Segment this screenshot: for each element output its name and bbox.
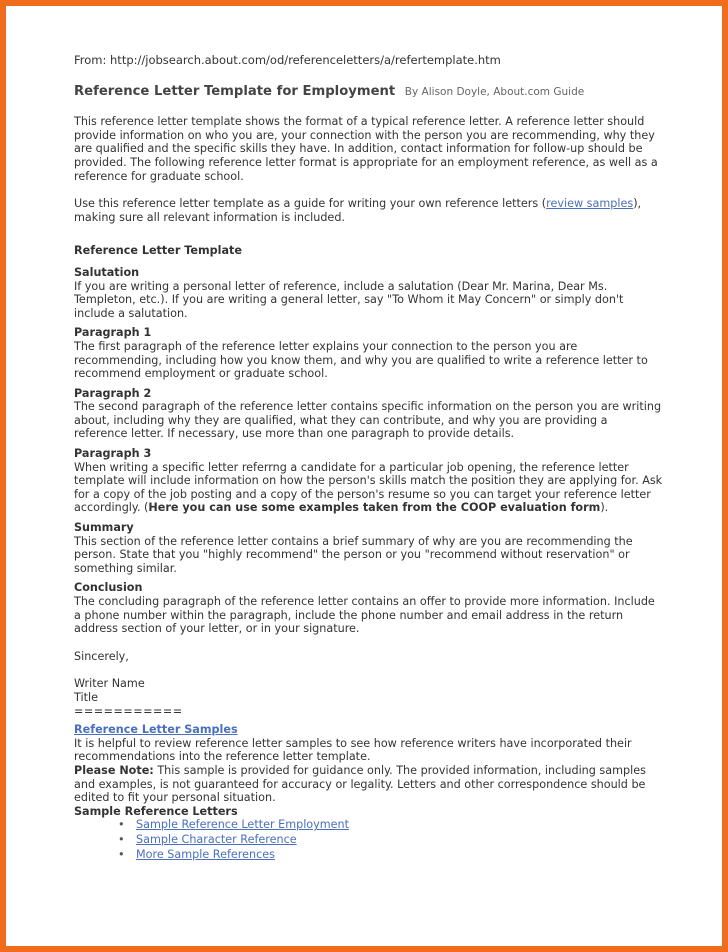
sample-letters-heading: Sample Reference Letters <box>74 804 238 818</box>
please-note-label: Please Note: <box>74 763 154 777</box>
byline: By Alison Doyle, About.com Guide <box>404 85 585 98</box>
document-page <box>6 6 664 861</box>
paragraph3-body: When writing a specific letter referrng a candidate for a particular job opening, the reference letter template will include information on how the person's skills match the position they are applying for. Ask for a copy of the job posting and a copy of the person's resume so you can target your reference letter accordingly. ( <box>74 460 663 515</box>
paragraph1-section <box>74 326 664 380</box>
paragraph1-text: The first paragraph of the reference letter explains your connection to the person you are recommending, including how you know them, and why you are qualified to write a reference letter to recommend employment or graduate school. <box>74 339 648 381</box>
guide-text-after: ), making sure all relevant information is included. <box>74 197 642 224</box>
guide-paragraph <box>74 197 664 224</box>
paragraph3-section <box>74 447 664 515</box>
salutation-section <box>74 266 664 320</box>
summary-heading: Summary <box>74 521 134 535</box>
sincerely: Sincerely, <box>74 649 129 663</box>
conclusion-section <box>74 581 664 635</box>
salutation-heading: Salutation <box>74 265 140 279</box>
paragraph1-heading: Paragraph 1 <box>74 326 152 340</box>
paragraph3-bold: Here you can use some examples taken from the COOP evaluation form <box>148 501 601 515</box>
paragraph3-heading: Paragraph 3 <box>74 447 152 461</box>
list-item <box>136 833 664 847</box>
samples-text: It is helpful to review reference letter samples to see how reference writers have incorporated their recommendations into the reference letter template. <box>74 736 632 764</box>
conclusion-heading: Conclusion <box>74 581 143 595</box>
please-note <box>74 764 664 805</box>
list-item <box>136 848 664 862</box>
sample-links-list <box>74 818 664 861</box>
samples-heading-link[interactable]: Reference Letter Samples <box>74 723 238 737</box>
paragraph2-section <box>74 387 664 441</box>
sample-link-more[interactable]: More Sample References <box>136 847 275 861</box>
writer-title: Title <box>74 690 98 704</box>
source-url-line: From: http://jobsearch.about.com/od/referenceletters/a/refertemplate.htm <box>74 53 501 67</box>
writer-name: Writer Name <box>74 677 145 691</box>
review-samples-link[interactable]: review samples <box>546 197 634 211</box>
intro-paragraph: This reference letter template shows the format of a typical reference letter. A reference letter should provide information on who you are, your connection with the person you are recommending, why they are qualified and the specific skills they have. In addition, contact information for follow-up should be provided. The following reference letter format is appropriate for an employment reference, as well as a reference for graduate school. <box>74 115 658 183</box>
paragraph3-text <box>74 461 664 515</box>
sample-link-character[interactable]: Sample Character Reference <box>136 832 297 846</box>
summary-section <box>74 521 664 575</box>
page-title: Reference Letter Template for Employment <box>74 83 396 99</box>
paragraph2-text: The second paragraph of the reference letter contains specific information on the person you are writing about, including why they are qualified, what they can contribute, and why you are providing a reference letter. If necessary, use more than one paragraph to provide details. <box>74 400 662 441</box>
conclusion-text: The concluding paragraph of the reference letter contains an offer to provide more information. Include a phone number within the paragraph, include the phone number and email address in the return address section of your letter, or in your signature. <box>74 595 655 636</box>
salutation-text: If you are writing a personal letter of reference, include a salutation (Dear Mr. Marina, Dear Ms. Templeton, etc.). If you are writing a general letter, say "To Whom it May Concern" or simply don't include a salutation. <box>74 279 624 320</box>
sample-link-employment[interactable]: Sample Reference Letter Employment <box>136 818 350 832</box>
paragraph3-end: ). <box>600 501 609 515</box>
title-row <box>74 85 664 100</box>
list-item <box>136 818 664 832</box>
paragraph2-heading: Paragraph 2 <box>74 386 152 400</box>
guide-text-before: Use this reference letter template as a guide for writing your own reference letters ( <box>74 197 547 211</box>
divider-rule: =========== <box>74 704 183 718</box>
template-heading: Reference Letter Template <box>74 244 242 258</box>
summary-text: This section of the reference letter contains a brief summary of why are you are recommending the person. State that you "highly recommend" the person or you "recommend without reservation" or something similar. <box>74 534 633 575</box>
please-note-text: This sample is provided for guidance only. The provided information, including samples and examples, is not guaranteed for accuracy or legality. Letters and other correspondence should be edited to fit your personal situation. <box>74 763 646 805</box>
